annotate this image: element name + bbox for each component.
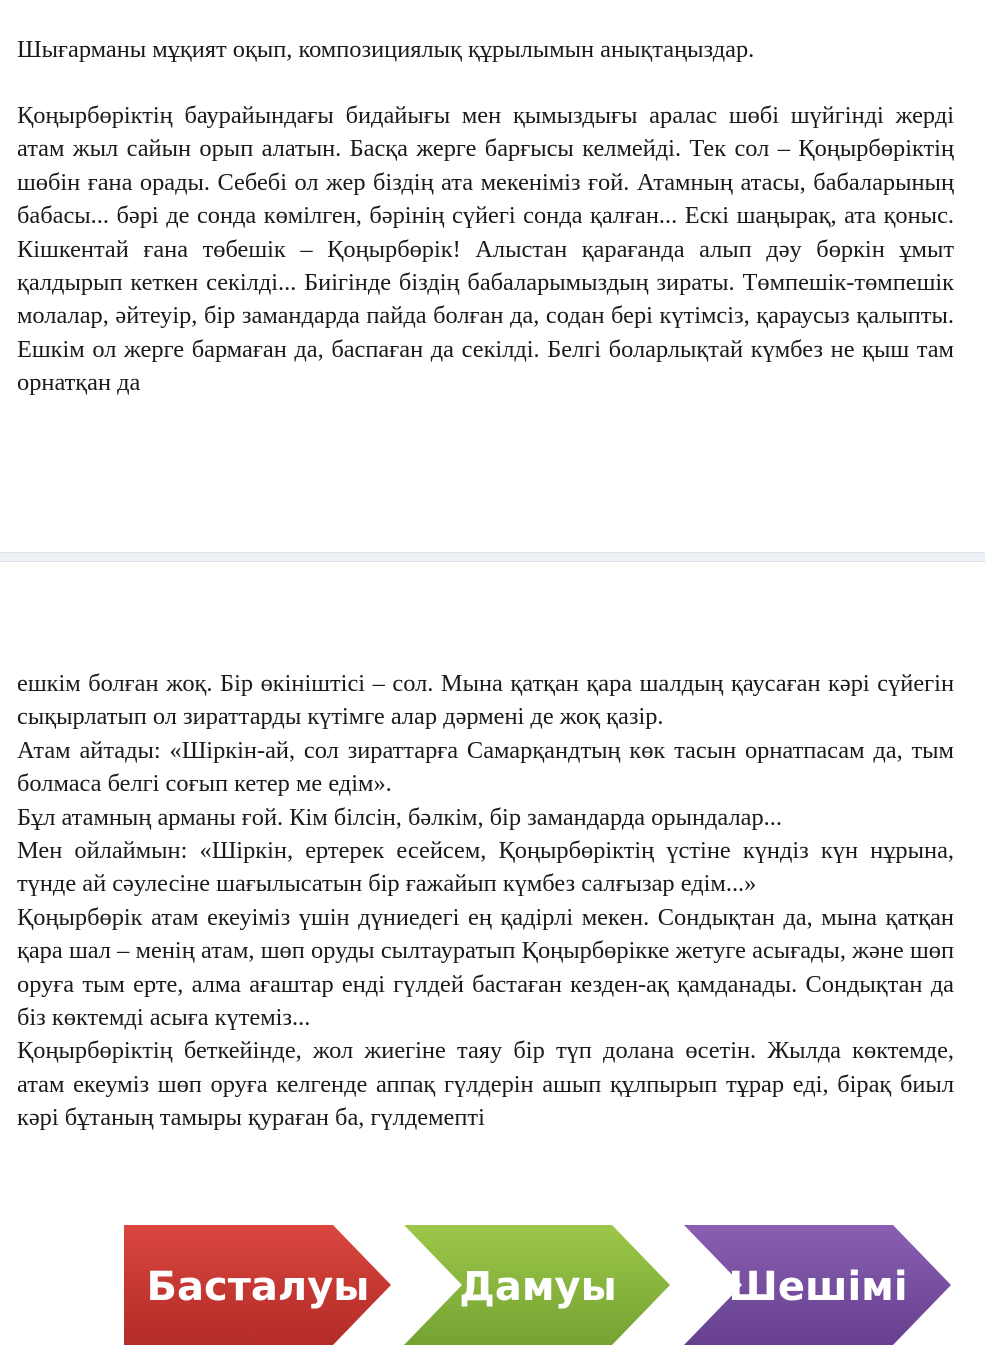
step-resolution-label: Шешімі <box>728 1264 908 1310</box>
text-paragraph-2: ешкім болған жоқ. Бір өкініштісі – сол. Мына қатқан қара шалдың қаусаған кәрі сүйегін сықырлатып ол зираттарды күтімге алар дәрмені де жоқ қазір. <box>17 670 954 731</box>
text-paragraph-5: Мен ойлаймын: «Шіркін, ертерек есейсем, Қоңырбөріктің үстіне күндіз күн нұрына, түнде ай сәулесіне шағылысатын бір ғажайып күмбез салғызар едім...» <box>17 837 954 898</box>
text-paragraph-4: Бұл атамның арманы ғой. Кім білсін, бәлкім, бір замандарда орындалар... <box>17 803 782 831</box>
composition-arrows <box>0 1223 985 1346</box>
task-instruction: Шығарманы мұқият оқып, композициялық құрылымын анықтаңыздар. <box>17 36 755 63</box>
document-page-1 <box>0 0 985 552</box>
page-break <box>0 552 985 562</box>
text-paragraph-7: Қоңырбөріктің беткейінде, жол жиегіне таяу бір түп долана өсетін. Жылда көктемде, атам екеуміз шөп оруға келгенде аппақ гүлдерін ашып құлпырып тұрар еді, бірақ биыл кәрі бұтаның тамыры қураған ба, гүлдемепті <box>17 1037 954 1132</box>
step-resolution <box>684 1225 951 1345</box>
text-paragraph-6: Қоңырбөрік атам екеуіміз үшін дүниедегі ең қадірлі мекен. Сондықтан да, мына қатқан қара шал – менің атам, шөп оруды сылтауратып Қоңырбөрікке жетуге асығады, және шөп оруға тым ерте, алма ағаштар енді гүлдей бастаған кезден-ақ қамданады. Сондықтан да біз көктемді асыға күтеміз... <box>17 903 954 1032</box>
step-development <box>404 1225 670 1345</box>
text-paragraph-3: Атам айтады: «Шіркін-ай, сол зираттарға Самарқандтың көк тасын орнатпасам да, тым болмаса белгі соғып кетер ме едім». <box>17 736 954 798</box>
text-paragraph-1: Қоңырбөріктің баурайындағы бидайығы мен қымыздығы аралас шөбі шүйгінді жерді атам жыл сайын орып алатын. Басқа жерге барғысы келмейді. Тек сол – Қоңырбөріктің шөбін ғана орады. Себебі ол жер біздің ата мекеніміз ғой. Атамның атасы, бабаларының бабасы... бәрі де сонда көмілген, бәрінің сүйегі сонда қалған... Ескі шаңырақ, ата қоныс. Кішкентай ғана төбешік – Қоңырбөрік! Алыстан қарағанда алып дәу бөркін ұмыт қалдырып кеткен секілді... Биігінде біздің бабаларымыздың зираты. Төмпешік-төмпешік молалар, әйтеуір, бір замандарда пайда болған да, содан бері күтімсіз, қараусыз қалыпты. Ешкім ол жерге бармаған да, баспаған да секілді. Белгі боларлықтай күмбез не қыш там орнатқан да <box>17 102 954 397</box>
step-begin-label: Басталуы <box>146 1264 370 1310</box>
text-continuation <box>17 667 954 1135</box>
step-development-label: Дамуы <box>459 1264 617 1310</box>
step-begin <box>124 1225 391 1345</box>
